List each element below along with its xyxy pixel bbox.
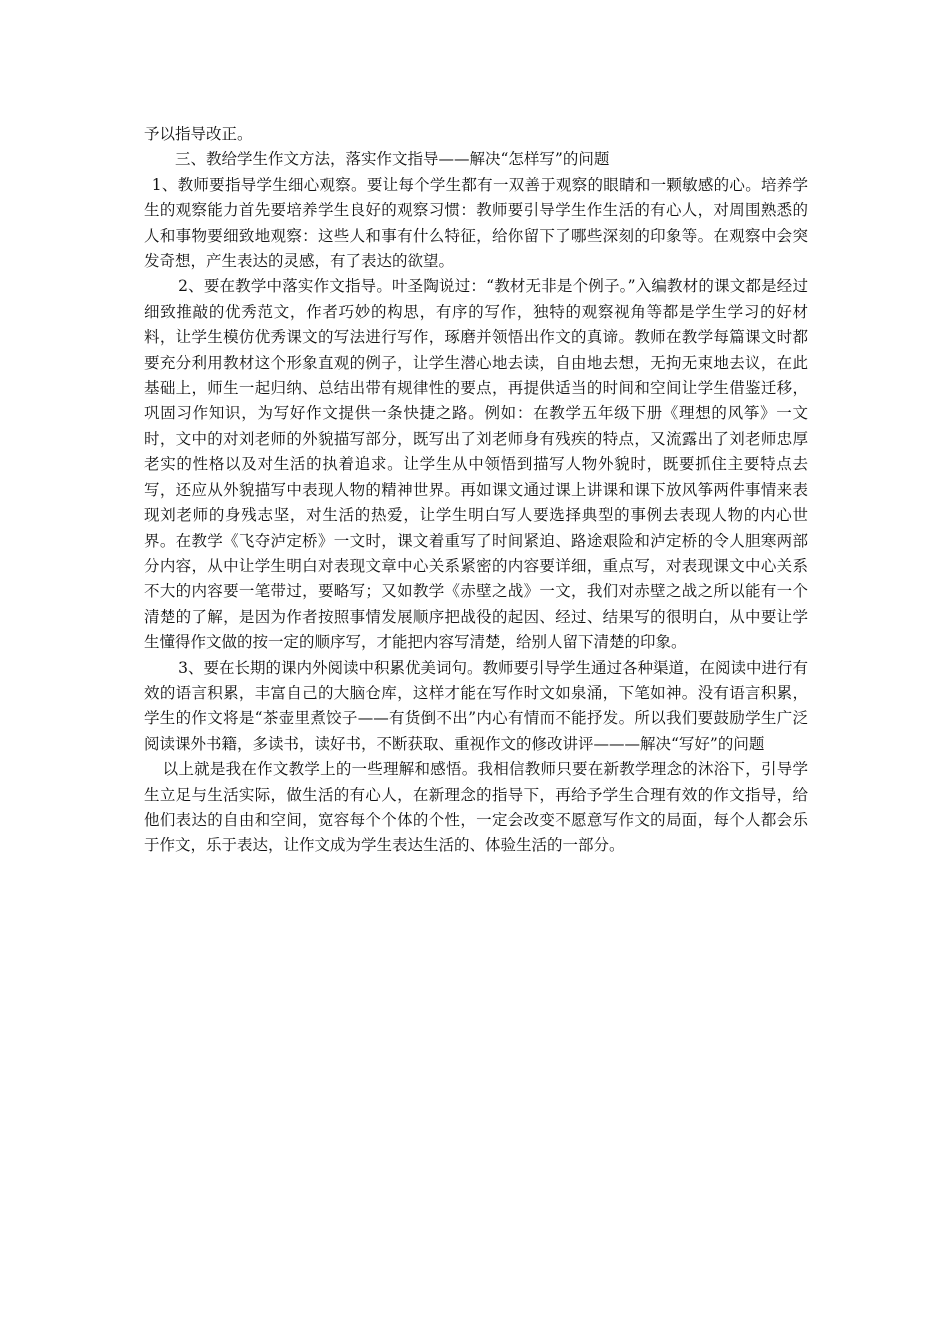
document-body (144, 122, 808, 859)
paragraph-continuation: 予以指导改正。 (144, 125, 253, 143)
section-heading-three: 三、教给学生作文方法，落实作文指导——解决“怎样写”的问题 (175, 150, 610, 169)
paragraph-teaching-guidance: 2、要在教学中落实作文指导。叶圣陶说过：“教材无非是个例子。”入编教材的课文都是经过细致推敲的优秀范文，作者巧妙的构思，有序的写作，独特的观察视角等都是学生学习的好材料，让学生模仿优秀课文的写法进行写作，琢磨并领悟出作文的真谛。教师在教学每篇课文时都要充分利用教材这个形象直观的例子，让学生潜心地去读，自由地去想，无拘无束地去议，在此基础上，师生一起归纳、总结出带有规律性的要点，再提供适当的时间和空间让学生借鉴迁移，巩固习作知识，为写好作文提供一条快捷之路。例如：在教学五年级下册《理想的风筝》一文时，文中的对刘老师的外貌描写部分，既写出了刘老师身有残疾的特点，又流露出了刘老师忠厚老实的性格以及对生活的执着追求。让学生从中领悟到描写人物外貌时，既要抓住主要特点去写，还应从外貌描写中表现人物的精神世界。再如课文通过课上讲课和课下放风筝两件事情来表现刘老师的身残志坚，对生活的热爱，让学生明白写人要选择典型的事例去表现人物的内心世界。在教学《飞夺泸定桥》一文时，课文着重写了时间紧迫、路途艰险和泸定桥的令人胆寒两部分内容，从中让学生明白对表现文章中心关系紧密的内容要详细，重点写，对表现课文中心关系不大的内容要一笔带过，要略写；又如教学《赤壁之战》一文，我们对赤壁之战之所以能有一个清楚的了解，是因为作者按照事情发展顺序把战役的起因、经过、结果写的很明白，从中要让学生懂得作文做的按一定的顺序写，才能把内容写清楚，给别人留下清楚的印象。 (144, 277, 808, 652)
paragraph-reading-accumulation: 3、要在长期的课内外阅读中积累优美词句。教师要引导学生通过各种渠道，在阅读中进行有效的语言积累，丰富自己的大脑仓库，这样才能在写作时文如泉涌，下笔如神。没有语言积累，学生的作文将是“茶壶里煮饺子——有货倒不出”内心有情而不能抒发。所以我们要鼓励学生广泛阅读课外书籍，多读书，读好书，不断获取、重视作文的修改讲评———解决“写好”的问题 (144, 658, 808, 753)
paragraph-conclusion: 以上就是我在作文教学上的一些理解和感悟。我相信教师只要在新教学理念的沐浴下，引导学生立足与生活实际，做生活的有心人，在新理念的指导下，再给予学生合理有效的作文指导，给他们表达的自由和空间，宽容每个个体的个性，一定会改变不愿意写作文的局面，每个人都会乐于作文，乐于表达，让作文成为学生表达生活的、体验生活的一部分。 (144, 760, 808, 855)
paragraph-observation: 1、教师要指导学生细心观察。要让每个学生都有一双善于观察的眼睛和一颗敏感的心。培养学生的观察能力首先要培养学生良好的观察习惯：教师要引导学生作生活的有心人，对周围熟悉的人和事物要细致地观察：这些人和事有什么特征，给你留下了哪些深刻的印象等。在观察中会突发奇想，产生表达的灵感，有了表达的欲望。 (144, 175, 808, 271)
